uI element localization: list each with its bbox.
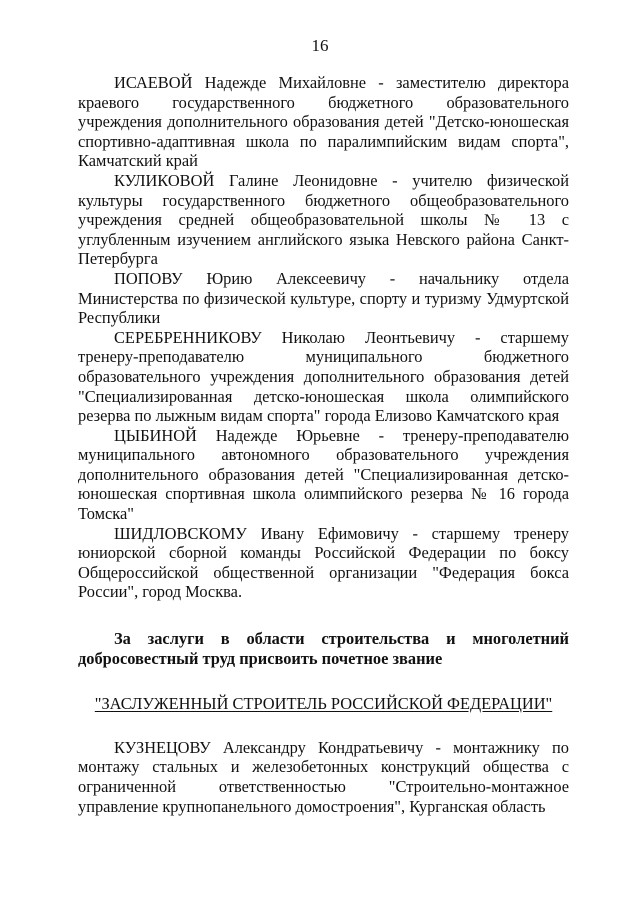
award-title: "ЗАСЛУЖЕННЫЙ СТРОИТЕЛЬ РОССИЙСКОЙ ФЕДЕРАЦИИ" [94,694,553,714]
recipient-entry: КУЛИКОВОЙ Галине Леонидовне - учителю физической культуры государственного бюджетного общеобразовательного учреждения средней общеобразовательной школы № 13 с углубленным изучением английского языка Невского района Санкт-Петербурга [78,170,569,269]
recipient-entry: ШИДЛОВСКОМУ Ивану Ефимовичу - старшему тренеру юниорской сборной команды Российской Федерации по боксу Общероссийской общественной организации "Федерация бокса России", город Москва. [78,523,569,602]
builder-recipients-list [78,738,569,816]
document-body [78,73,569,816]
award-recipients-list [78,73,569,602]
recipient-entry: СЕРЕБРЕННИКОВУ Николаю Леонтьевичу - старшему тренеру-преподавателю муниципального бюджетного образовательного учреждения дополнительного образования детей "Специализированная детско-юношеская школа олимпийского резерва по лыжным видам спорта" города Елизово Камчатского края [78,327,569,426]
recipient-entry: ПОПОВУ Юрию Алексеевичу - начальнику отдела Министерства по физической культуре, спорту и туризму Удмуртской Республики [78,268,569,328]
section-heading: За заслуги в области строительства и многолетний добросовестный труд присвоить почетное звание [78,629,569,668]
recipient-entry: ИСАЕВОЙ Надежде Михайловне - заместителю директора краевого государственного бюджетного образовательного учреждения дополнительного образования детей "Детско-юношеская спортивно-адаптивная школа по паралимпийским видам спорта", Камчатский край [78,73,569,171]
recipient-entry: ЦЫБИНОЙ Надежде Юрьевне - тренеру-преподавателю муниципального автономного образовательного учреждения дополнительного образования детей "Специализированная детско-юношеская спортивная школа олимпийского резерва № 16 города Томска" [78,425,569,524]
page-number: 16 [311,36,329,55]
recipient-entry: КУЗНЕЦОВУ Александру Кондратьевичу - монтажнику по монтажу стальных и железобетонных конструкций общества с ограниченной ответственностью "Строительно-монтажное управление крупнопанельного домостроения", Курганская область [78,737,569,816]
